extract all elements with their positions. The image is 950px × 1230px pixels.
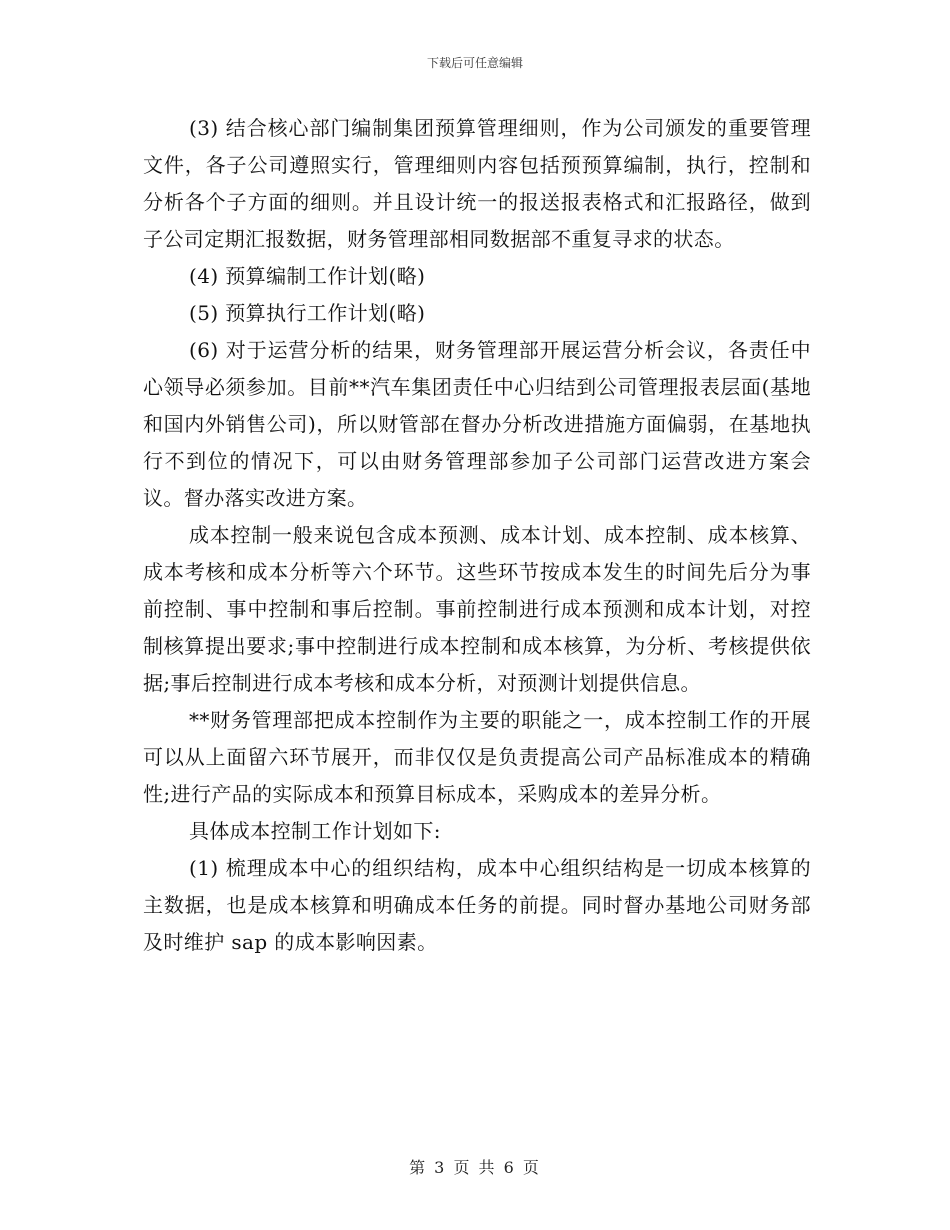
document-body bbox=[143, 110, 811, 961]
page-header: 下载后可任意编辑 bbox=[426, 56, 523, 70]
paragraph-item-4: (4) 预算编制工作计划(略) bbox=[189, 264, 426, 288]
paragraph-finance-dept-role: **财务管理部把成本控制作为主要的职能之一，成本控制工作的开展可以从上面留六环节展开，而非仅仅是负责提高公司产品标准成本的精确性;进行产品的实际成本和预算目标成本，采购成本的差异分析。 bbox=[143, 708, 811, 806]
paragraph-plan-intro: 具体成本控制工作计划如下: bbox=[189, 819, 441, 843]
paragraph-item-6: (6) 对于运营分析的结果，财务管理部开展运营分析会议，各责任中心领导必须参加。目前**汽车集团责任中心归结到公司管理报表层面(基地和国内外销售公司)，所以财管部在督办分析改进措施方面偏弱，在基地执行不到位的情况下，可以由财务管理部参加子公司部门运营改进方案会议。督办落实改进方案。 bbox=[143, 338, 811, 510]
page-number: 第 3 页 共 6 页 bbox=[409, 1158, 541, 1177]
paragraph-plan-item-1: (1) 梳理成本中心的组织结构，成本中心组织结构是一切成本核算的主数据，也是成本核算和明确成本任务的前提。同时督办基地公司财务部及时维护 sap 的成本影响因素。 bbox=[143, 856, 811, 954]
paragraph-item-5: (5) 预算执行工作计划(略) bbox=[189, 301, 426, 325]
paragraph-cost-control-overview: 成本控制一般来说包含成本预测、成本计划、成本控制、成本核算、成本考核和成本分析等六个环节。这些环节按成本发生的时间先后分为事前控制、事中控制和事后控制。事前控制进行成本预测和成本计划，对控制核算提出要求;事中控制进行成本控制和成本核算，为分析、考核提供依据;事后控制进行成本考核和成本分析，对预测计划提供信息。 bbox=[143, 523, 811, 695]
paragraph-item-3: (3) 结合核心部门编制集团预算管理细则，作为公司颁发的重要管理文件，各子公司遵照实行，管理细则内容包括预预算编制，执行，控制和分析各个子方面的细则。并且设计统一的报送报表格式和汇报路径，做到子公司定期汇报数据，财务管理部相同数据部不重复寻求的状态。 bbox=[143, 116, 811, 251]
